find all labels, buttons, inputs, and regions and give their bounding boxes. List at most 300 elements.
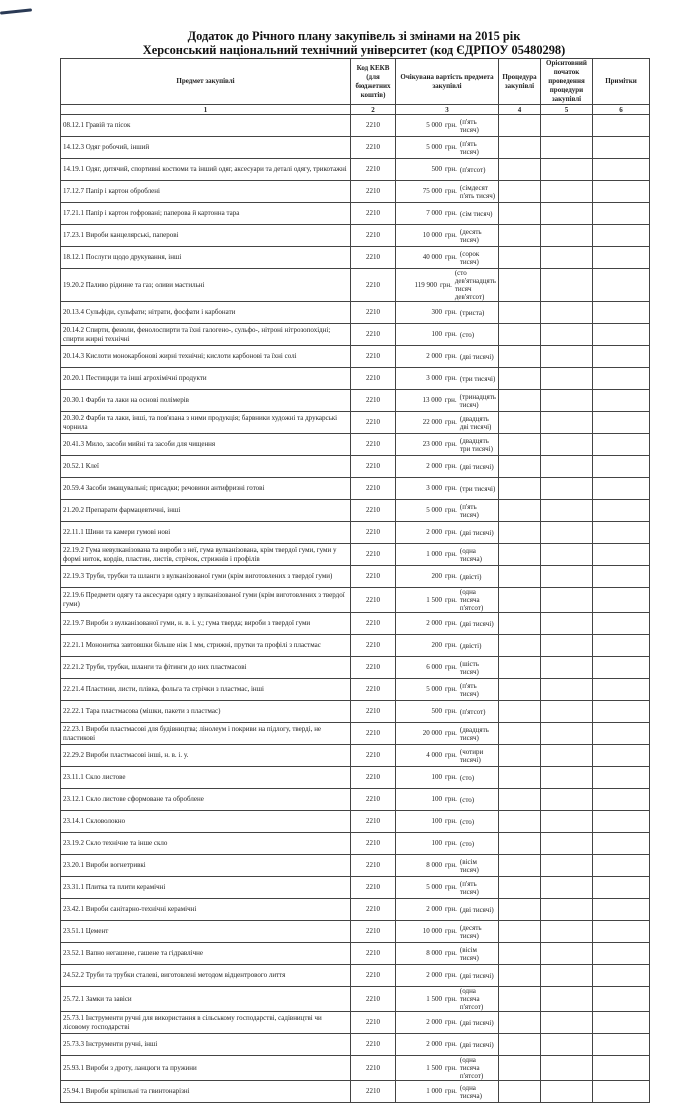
table-row bbox=[61, 679, 650, 701]
kekv-cell: 2210 bbox=[351, 1012, 396, 1034]
subject-cell: 23.19.2 Скло технічне та інше скло bbox=[61, 833, 351, 855]
kekv-cell: 2210 bbox=[351, 679, 396, 701]
cost-currency: грн. bbox=[445, 641, 457, 649]
cost-currency: грн. bbox=[445, 729, 457, 737]
table-row bbox=[61, 613, 650, 635]
start-date-cell bbox=[541, 478, 593, 500]
start-date-cell bbox=[541, 811, 593, 833]
cost-amount: 22 000 bbox=[422, 418, 442, 426]
cost-in-words: (сто) bbox=[459, 795, 475, 804]
expected-cost-cell bbox=[396, 613, 499, 635]
cost-currency: грн. bbox=[445, 1063, 457, 1072]
notes-cell bbox=[593, 324, 650, 346]
cost-in-words: (тринадцять тисяч) bbox=[459, 392, 496, 409]
cost-amount: 1 500 bbox=[426, 595, 442, 604]
subject-cell: 22.19.6 Предмети одягу та аксесуари одягу з вулканізованої гуми (крім виготовлених з твердої гуми) bbox=[61, 588, 351, 613]
table-row bbox=[61, 203, 650, 225]
subject-cell: 25.93.1 Вироби з дроту, ланцюги та пружини bbox=[61, 1056, 351, 1081]
subject-cell: 25.73.3 Інструменти ручні, інші bbox=[61, 1034, 351, 1056]
cost-currency: грн. bbox=[445, 1087, 457, 1095]
notes-cell bbox=[593, 181, 650, 203]
table-row bbox=[61, 225, 650, 247]
kekv-cell: 2210 bbox=[351, 115, 396, 137]
cost-currency: грн. bbox=[445, 773, 457, 781]
expected-cost-cell bbox=[396, 456, 499, 478]
cost-currency: грн. bbox=[445, 707, 457, 715]
cost-currency: грн. bbox=[445, 927, 457, 935]
cost-amount: 20 000 bbox=[422, 729, 442, 737]
start-date-cell bbox=[541, 456, 593, 478]
notes-cell bbox=[593, 137, 650, 159]
table-row bbox=[61, 1012, 650, 1034]
start-date-cell bbox=[541, 745, 593, 767]
procedure-cell bbox=[499, 478, 541, 500]
expected-cost-cell bbox=[396, 346, 499, 368]
notes-cell bbox=[593, 456, 650, 478]
procedure-cell bbox=[499, 434, 541, 456]
kekv-cell: 2210 bbox=[351, 522, 396, 544]
table-row bbox=[61, 1034, 650, 1056]
cost-amount: 40 000 bbox=[422, 253, 442, 261]
start-date-cell bbox=[541, 434, 593, 456]
start-date-cell bbox=[541, 247, 593, 269]
cost-in-words: (чотири тисячі) bbox=[459, 747, 484, 764]
cost-currency: грн. bbox=[445, 751, 457, 759]
start-date-cell bbox=[541, 566, 593, 588]
kekv-cell: 2210 bbox=[351, 855, 396, 877]
start-date-cell bbox=[541, 346, 593, 368]
subject-cell: 23.20.1 Вироби вогнетривкі bbox=[61, 855, 351, 877]
cost-currency: грн. bbox=[445, 231, 457, 239]
notes-cell bbox=[593, 1034, 650, 1056]
cost-currency: грн. bbox=[445, 143, 457, 151]
cost-in-words: (сто) bbox=[459, 839, 475, 848]
kekv-cell: 2210 bbox=[351, 500, 396, 522]
header-expected-cost: Очікувана вартість предмета закупівлі bbox=[396, 59, 499, 105]
kekv-cell: 2210 bbox=[351, 789, 396, 811]
subject-cell: 23.51.1 Цемент bbox=[61, 921, 351, 943]
table-row bbox=[61, 745, 650, 767]
subject-cell: 17.12.7 Папір і картон оброблені bbox=[61, 181, 351, 203]
cost-in-words: (дві тисячі) bbox=[459, 1040, 494, 1049]
cost-currency: грн. bbox=[445, 839, 457, 847]
cost-amount: 200 bbox=[431, 641, 442, 649]
kekv-cell: 2210 bbox=[351, 324, 396, 346]
cost-amount: 1 500 bbox=[426, 994, 442, 1003]
cost-amount: 5 000 bbox=[426, 506, 442, 514]
start-date-cell bbox=[541, 159, 593, 181]
expected-cost-cell bbox=[396, 811, 499, 833]
cost-amount: 8 000 bbox=[426, 949, 442, 957]
procedure-cell bbox=[499, 181, 541, 203]
start-date-cell bbox=[541, 855, 593, 877]
start-date-cell bbox=[541, 877, 593, 899]
expected-cost-cell bbox=[396, 1034, 499, 1056]
procedure-cell bbox=[499, 544, 541, 566]
cost-amount: 4 000 bbox=[426, 751, 442, 759]
kekv-cell: 2210 bbox=[351, 1081, 396, 1103]
cost-amount: 100 bbox=[431, 795, 442, 803]
cost-in-words: (десять тисяч) bbox=[459, 227, 482, 244]
cost-amount: 7 000 bbox=[426, 209, 442, 217]
cost-in-words: (дві тисячі) bbox=[459, 352, 494, 361]
notes-cell bbox=[593, 745, 650, 767]
procedure-cell bbox=[499, 789, 541, 811]
start-date-cell bbox=[541, 657, 593, 679]
notes-cell bbox=[593, 767, 650, 789]
notes-cell bbox=[593, 657, 650, 679]
procedure-cell bbox=[499, 943, 541, 965]
expected-cost-cell bbox=[396, 566, 499, 588]
subject-cell: 20.14.3 Кислоти монокарбонові жирні технічні; кислоти карбонові та їхні солі bbox=[61, 346, 351, 368]
procedure-cell bbox=[499, 225, 541, 247]
start-date-cell bbox=[541, 899, 593, 921]
procedure-cell bbox=[499, 1034, 541, 1056]
kekv-cell: 2210 bbox=[351, 965, 396, 987]
column-number: 5 bbox=[541, 105, 593, 115]
expected-cost-cell bbox=[396, 478, 499, 500]
subject-cell: 20.41.3 Мило, засоби мийні та засоби для чищення bbox=[61, 434, 351, 456]
notes-cell bbox=[593, 544, 650, 566]
procedure-cell bbox=[499, 302, 541, 324]
expected-cost-cell bbox=[396, 657, 499, 679]
start-date-cell bbox=[541, 137, 593, 159]
subject-cell: 22.11.1 Шини та камери гумові нові bbox=[61, 522, 351, 544]
kekv-cell: 2210 bbox=[351, 833, 396, 855]
start-date-cell bbox=[541, 613, 593, 635]
expected-cost-cell bbox=[396, 679, 499, 701]
table-row bbox=[61, 767, 650, 789]
cost-in-words: (одна тисяча) bbox=[459, 546, 482, 563]
table-row bbox=[61, 390, 650, 412]
cost-amount: 1 000 bbox=[426, 550, 442, 558]
table-row bbox=[61, 522, 650, 544]
cost-currency: грн. bbox=[445, 352, 457, 360]
notes-cell bbox=[593, 203, 650, 225]
table-row bbox=[61, 269, 650, 302]
cost-in-words: (п'ятсот) bbox=[459, 707, 486, 716]
procedure-cell bbox=[499, 635, 541, 657]
start-date-cell bbox=[541, 1081, 593, 1103]
table-row bbox=[61, 1056, 650, 1081]
start-date-cell bbox=[541, 544, 593, 566]
start-date-cell bbox=[541, 588, 593, 613]
subject-cell: 25.94.1 Вироби кріпильні та гвинтонарізні bbox=[61, 1081, 351, 1103]
kekv-cell: 2210 bbox=[351, 943, 396, 965]
cost-currency: грн. bbox=[445, 308, 457, 316]
start-date-cell bbox=[541, 225, 593, 247]
start-date-cell bbox=[541, 181, 593, 203]
start-date-cell bbox=[541, 701, 593, 723]
subject-cell: 20.20.1 Пестициди та інші агрохімічні продукти bbox=[61, 368, 351, 390]
expected-cost-cell bbox=[396, 635, 499, 657]
notes-cell bbox=[593, 390, 650, 412]
kekv-cell: 2210 bbox=[351, 588, 396, 613]
cost-amount: 3 000 bbox=[426, 484, 442, 492]
cost-amount: 5 000 bbox=[426, 143, 442, 151]
subject-cell: 25.72.1 Замки та завіси bbox=[61, 987, 351, 1012]
procedure-cell bbox=[499, 613, 541, 635]
kekv-cell: 2210 bbox=[351, 1056, 396, 1081]
procedure-cell bbox=[499, 412, 541, 434]
kekv-cell: 2210 bbox=[351, 247, 396, 269]
expected-cost-cell bbox=[396, 767, 499, 789]
notes-cell bbox=[593, 701, 650, 723]
table-row bbox=[61, 987, 650, 1012]
cost-in-words: (дві тисячі) bbox=[459, 528, 494, 537]
start-date-cell bbox=[541, 500, 593, 522]
table-row bbox=[61, 811, 650, 833]
cost-amount: 100 bbox=[431, 817, 442, 825]
start-date-cell bbox=[541, 1012, 593, 1034]
cost-amount: 100 bbox=[431, 839, 442, 847]
table-row bbox=[61, 181, 650, 203]
cost-in-words: (одна тисяча п'ятсот) bbox=[459, 1056, 484, 1080]
notes-cell bbox=[593, 723, 650, 745]
cost-currency: грн. bbox=[445, 1040, 457, 1048]
expected-cost-cell bbox=[396, 412, 499, 434]
start-date-cell bbox=[541, 789, 593, 811]
cost-amount: 100 bbox=[431, 773, 442, 781]
notes-cell bbox=[593, 269, 650, 302]
procedure-cell bbox=[499, 324, 541, 346]
procedure-cell bbox=[499, 723, 541, 745]
scan-artifact-mark bbox=[0, 8, 32, 14]
table-row bbox=[61, 657, 650, 679]
expected-cost-cell bbox=[396, 544, 499, 566]
subject-cell: 23.42.1 Вироби санітарно-технічні керамічні bbox=[61, 899, 351, 921]
start-date-cell bbox=[541, 368, 593, 390]
subject-cell: 23.12.1 Скло листове сформоване та оброблене bbox=[61, 789, 351, 811]
notes-cell bbox=[593, 965, 650, 987]
cost-currency: грн. bbox=[445, 330, 457, 338]
table-row bbox=[61, 899, 650, 921]
kekv-cell: 2210 bbox=[351, 368, 396, 390]
procedure-cell bbox=[499, 522, 541, 544]
expected-cost-cell bbox=[396, 269, 499, 302]
notes-cell bbox=[593, 478, 650, 500]
start-date-cell bbox=[541, 921, 593, 943]
table-row bbox=[61, 635, 650, 657]
cost-in-words: (сто) bbox=[459, 817, 475, 826]
kekv-cell: 2210 bbox=[351, 269, 396, 302]
notes-cell bbox=[593, 346, 650, 368]
column-number: 1 bbox=[61, 105, 351, 115]
cost-in-words: (сім тисяч) bbox=[459, 209, 493, 218]
procedure-cell bbox=[499, 247, 541, 269]
cost-amount: 200 bbox=[431, 572, 442, 580]
cost-amount: 2 000 bbox=[426, 462, 442, 470]
notes-cell bbox=[593, 855, 650, 877]
cost-amount: 6 000 bbox=[426, 663, 442, 671]
kekv-cell: 2210 bbox=[351, 181, 396, 203]
notes-cell bbox=[593, 1012, 650, 1034]
cost-in-words: (одна тисяча) bbox=[459, 1083, 482, 1100]
cost-currency: грн. bbox=[445, 595, 457, 604]
notes-cell bbox=[593, 899, 650, 921]
notes-cell bbox=[593, 412, 650, 434]
expected-cost-cell bbox=[396, 1081, 499, 1103]
header-procedure: Процедура закупівлі bbox=[499, 59, 541, 105]
cost-in-words: (п'ять тисяч) bbox=[459, 139, 479, 156]
cost-in-words: (п'ять тисяч) bbox=[459, 879, 479, 896]
cost-amount: 500 bbox=[431, 165, 442, 173]
notes-cell bbox=[593, 833, 650, 855]
cost-amount: 13 000 bbox=[422, 396, 442, 404]
cost-currency: грн. bbox=[445, 883, 457, 891]
subject-cell: 22.19.7 Вироби з вулканізованої гуми, н. в. і. у.; гума тверда; вироби з твердої гуми bbox=[61, 613, 351, 635]
subject-cell: 21.20.2 Препарати фармацевтичні, інші bbox=[61, 500, 351, 522]
header-subject: Предмет закупівлі bbox=[61, 59, 351, 105]
cost-amount: 2 000 bbox=[426, 619, 442, 627]
subject-cell: 18.12.1 Послуги щодо друкування, інші bbox=[61, 247, 351, 269]
table-row bbox=[61, 588, 650, 613]
cost-in-words: (три тисячі) bbox=[459, 374, 496, 383]
kekv-cell: 2210 bbox=[351, 745, 396, 767]
cost-in-words: (вісім тисяч) bbox=[459, 857, 479, 874]
subject-cell: 17.23.1 Вироби канцелярські, паперові bbox=[61, 225, 351, 247]
cost-in-words: (дві тисячі) bbox=[459, 905, 494, 914]
expected-cost-cell bbox=[396, 701, 499, 723]
cost-amount: 10 000 bbox=[422, 231, 442, 239]
notes-cell bbox=[593, 679, 650, 701]
start-date-cell bbox=[541, 1056, 593, 1081]
procedure-cell bbox=[499, 137, 541, 159]
cost-in-words: (шість тисяч) bbox=[459, 659, 479, 676]
subject-cell: 14.19.1 Одяг, дитячий, спортивні костюми та інший одяг, аксесуари та деталі одягу, трикотажні bbox=[61, 159, 351, 181]
cost-in-words: (сто дев'ятнадцять тисяч дев'ятсот) bbox=[454, 269, 496, 301]
kekv-cell: 2210 bbox=[351, 767, 396, 789]
table-row bbox=[61, 412, 650, 434]
expected-cost-cell bbox=[396, 247, 499, 269]
kekv-cell: 2210 bbox=[351, 613, 396, 635]
cost-currency: грн. bbox=[445, 1018, 457, 1026]
cost-amount: 100 bbox=[431, 330, 442, 338]
kekv-cell: 2210 bbox=[351, 478, 396, 500]
start-date-cell bbox=[541, 1034, 593, 1056]
table-row bbox=[61, 701, 650, 723]
subject-cell: 22.22.1 Тара пластмасова (мішки, пакети з пластмас) bbox=[61, 701, 351, 723]
cost-amount: 3 000 bbox=[426, 374, 442, 382]
table-row bbox=[61, 456, 650, 478]
subject-cell: 25.73.1 Інструменти ручні для використання в сільському господарстві, садівництві чи лісовому господарстві bbox=[61, 1012, 351, 1034]
notes-cell bbox=[593, 247, 650, 269]
cost-amount: 5 000 bbox=[426, 883, 442, 891]
procedure-cell bbox=[499, 833, 541, 855]
expected-cost-cell bbox=[396, 434, 499, 456]
procedure-cell bbox=[499, 588, 541, 613]
column-number: 2 bbox=[351, 105, 396, 115]
document-subtitle: Херсонський національний технічний університет (код ЄДРПОУ 05480298) bbox=[142, 43, 566, 57]
kekv-cell: 2210 bbox=[351, 203, 396, 225]
start-date-cell bbox=[541, 767, 593, 789]
expected-cost-cell bbox=[396, 1056, 499, 1081]
expected-cost-cell bbox=[396, 965, 499, 987]
subject-cell: 22.29.2 Вироби пластмасові інші, н. в. і. у. bbox=[61, 745, 351, 767]
procurement-plan-table bbox=[60, 58, 650, 1103]
expected-cost-cell bbox=[396, 1012, 499, 1034]
table-row bbox=[61, 877, 650, 899]
cost-currency: грн. bbox=[445, 528, 457, 536]
start-date-cell bbox=[541, 522, 593, 544]
procedure-cell bbox=[499, 456, 541, 478]
column-numbers-row bbox=[61, 105, 650, 115]
cost-amount: 2 000 bbox=[426, 905, 442, 913]
notes-cell bbox=[593, 522, 650, 544]
procedure-cell bbox=[499, 203, 541, 225]
table-body bbox=[61, 115, 650, 1103]
cost-currency: грн. bbox=[445, 121, 457, 129]
procedure-cell bbox=[499, 115, 541, 137]
procedure-cell bbox=[499, 1056, 541, 1081]
cost-amount: 2 000 bbox=[426, 352, 442, 360]
table-row bbox=[61, 855, 650, 877]
procedure-cell bbox=[499, 899, 541, 921]
cost-in-words: (три тисячі) bbox=[459, 484, 496, 493]
procedure-cell bbox=[499, 1081, 541, 1103]
procedure-cell bbox=[499, 390, 541, 412]
kekv-cell: 2210 bbox=[351, 434, 396, 456]
expected-cost-cell bbox=[396, 921, 499, 943]
cost-currency: грн. bbox=[445, 905, 457, 913]
notes-cell bbox=[593, 811, 650, 833]
subject-cell: 20.52.1 Клеї bbox=[61, 456, 351, 478]
cost-in-words: (двадцять дві тисячі) bbox=[459, 414, 492, 431]
table-row bbox=[61, 302, 650, 324]
header-notes: Примітки bbox=[593, 59, 650, 105]
table-row bbox=[61, 478, 650, 500]
table-row bbox=[61, 965, 650, 987]
start-date-cell bbox=[541, 203, 593, 225]
subject-cell: 19.20.2 Паливо рідинне та газ; оливи мастильні bbox=[61, 269, 351, 302]
start-date-cell bbox=[541, 390, 593, 412]
cost-in-words: (двадцять тисяч) bbox=[459, 725, 489, 742]
expected-cost-cell bbox=[396, 943, 499, 965]
cost-currency: грн. bbox=[445, 861, 457, 869]
cost-in-words: (двадцять три тисячі) bbox=[459, 436, 493, 453]
procedure-cell bbox=[499, 346, 541, 368]
cost-currency: грн. bbox=[445, 440, 457, 448]
start-date-cell bbox=[541, 302, 593, 324]
cost-in-words: (п'ять тисяч) bbox=[459, 681, 479, 698]
procedure-cell bbox=[499, 500, 541, 522]
start-date-cell bbox=[541, 412, 593, 434]
cost-amount: 8 000 bbox=[426, 861, 442, 869]
expected-cost-cell bbox=[396, 137, 499, 159]
table-row bbox=[61, 544, 650, 566]
notes-cell bbox=[593, 368, 650, 390]
notes-cell bbox=[593, 588, 650, 613]
kekv-cell: 2210 bbox=[351, 412, 396, 434]
subject-cell: 23.31.1 Плитка та плити керамічні bbox=[61, 877, 351, 899]
subject-cell: 22.19.2 Гума невулканізована та вироби з неї, гума вулканізована, крім твердої гуми, гуми у формі ниток, кордів, пластин, листів, стрічок, стрижнів і профілів bbox=[61, 544, 351, 566]
notes-cell bbox=[593, 943, 650, 965]
procedure-cell bbox=[499, 811, 541, 833]
cost-currency: грн. bbox=[445, 374, 457, 382]
start-date-cell bbox=[541, 965, 593, 987]
cost-in-words: (п'ятсот) bbox=[459, 165, 486, 174]
table-row bbox=[61, 137, 650, 159]
start-date-cell bbox=[541, 943, 593, 965]
cost-currency: грн. bbox=[445, 462, 457, 470]
cost-currency: грн. bbox=[445, 484, 457, 492]
cost-in-words: (сто) bbox=[459, 330, 475, 339]
notes-cell bbox=[593, 434, 650, 456]
subject-cell: 23.11.1 Скло листове bbox=[61, 767, 351, 789]
start-date-cell bbox=[541, 115, 593, 137]
cost-currency: грн. bbox=[439, 280, 452, 289]
cost-in-words: (сто) bbox=[459, 773, 475, 782]
